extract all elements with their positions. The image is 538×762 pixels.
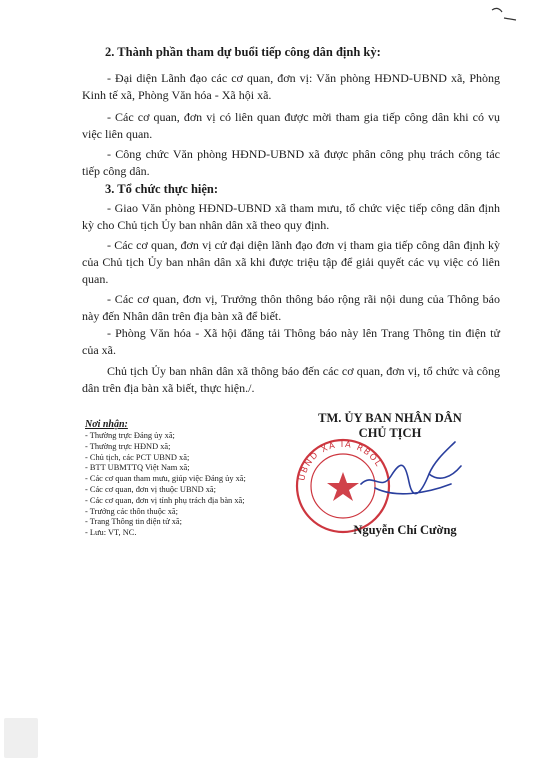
- section-3-paragraph-3: - Các cơ quan, đơn vị, Trưởng thôn thông báo rộng rãi nội dung của Thông báo này đến Nhân dân trên địa bàn xã để biết.: [82, 292, 500, 323]
- scan-corner-mark: [490, 4, 520, 24]
- section-2-heading: 2. Thành phần tham dự buổi tiếp công dân định kỳ:: [105, 45, 381, 59]
- signer-name: Nguyễn Chí Cường: [353, 523, 457, 537]
- recipient-item: - BTT UBMTTQ Việt Nam xã;: [85, 463, 190, 473]
- handwritten-signature: [355, 432, 475, 512]
- signature-position: CHỦ TỊCH: [358, 426, 422, 440]
- scan-artifact: [4, 718, 38, 758]
- section-3-paragraph-1: - Giao Văn phòng HĐND-UBND xã tham mưu, tổ chức việc tiếp công dân định kỳ cho Chủ tịch Ủy ban nhân dân xã theo quy định.: [82, 201, 500, 232]
- recipient-item: - Thường trực HĐND xã;: [85, 441, 171, 451]
- recipients-block: [85, 419, 325, 539]
- section-2-paragraph-2: - Các cơ quan, đơn vị có liên quan được mời tham gia tiếp công dân khi có vụ việc liên quan.: [82, 110, 500, 141]
- section-3-paragraph-4: - Phòng Văn hóa - Xã hội đăng tải Thông báo này lên Trang Thông tin điện tử của xã.: [82, 326, 500, 357]
- recipient-item: - Các cơ quan, đơn vị thuộc UBND xã;: [85, 484, 216, 494]
- recipients-list: [85, 431, 325, 539]
- section-2-paragraph-1: - Đại diện Lãnh đạo các cơ quan, đơn vị: Văn phòng HĐND-UBND xã, Phòng Kinh tế xã, Phòng Văn hóa - Xã hội xã.: [82, 71, 500, 102]
- section-3-paragraph-2: - Các cơ quan, đơn vị cử đại diện lãnh đạo đơn vị tham gia tiếp công dân định kỳ của Chủ tịch Ủy ban nhân dân xã khi được triệu tập để giải quyết các vụ việc có liên quan.: [82, 238, 500, 286]
- signature-organization: TM. ỦY BAN NHÂN DÂN: [318, 411, 462, 425]
- closing-paragraph: Chủ tịch Ủy ban nhân dân xã thông báo đến các cơ quan, đơn vị, tổ chức và công dân trên địa bàn xã biết, thực hiện./.: [82, 364, 500, 395]
- recipient-item: - Trưởng các thôn thuộc xã;: [85, 506, 178, 516]
- section-3-heading: 3. Tổ chức thực hiện:: [105, 182, 219, 196]
- recipient-item: - Lưu: VT, NC.: [85, 528, 137, 538]
- recipient-item: - Thường trực Đảng ủy xã;: [85, 431, 175, 440]
- section-2-paragraph-3: - Công chức Văn phòng HĐND-UBND xã được phân công phụ trách công tác tiếp công dân.: [82, 147, 500, 178]
- svg-text:UBND XÃ IA RBOL: UBND XÃ IA RBOL: [297, 439, 384, 482]
- recipient-item: - Chủ tịch, các PCT UBND xã;: [85, 452, 190, 462]
- recipients-title: Nơi nhận:: [85, 419, 128, 430]
- recipient-item: - Các cơ quan tham mưu, giúp việc Đảng ủy xã;: [85, 474, 246, 484]
- recipient-item: - Các cơ quan, đơn vị tỉnh phụ trách địa bàn xã;: [85, 495, 245, 505]
- recipient-item: - Trang Thông tin điện tử xã;: [85, 517, 182, 527]
